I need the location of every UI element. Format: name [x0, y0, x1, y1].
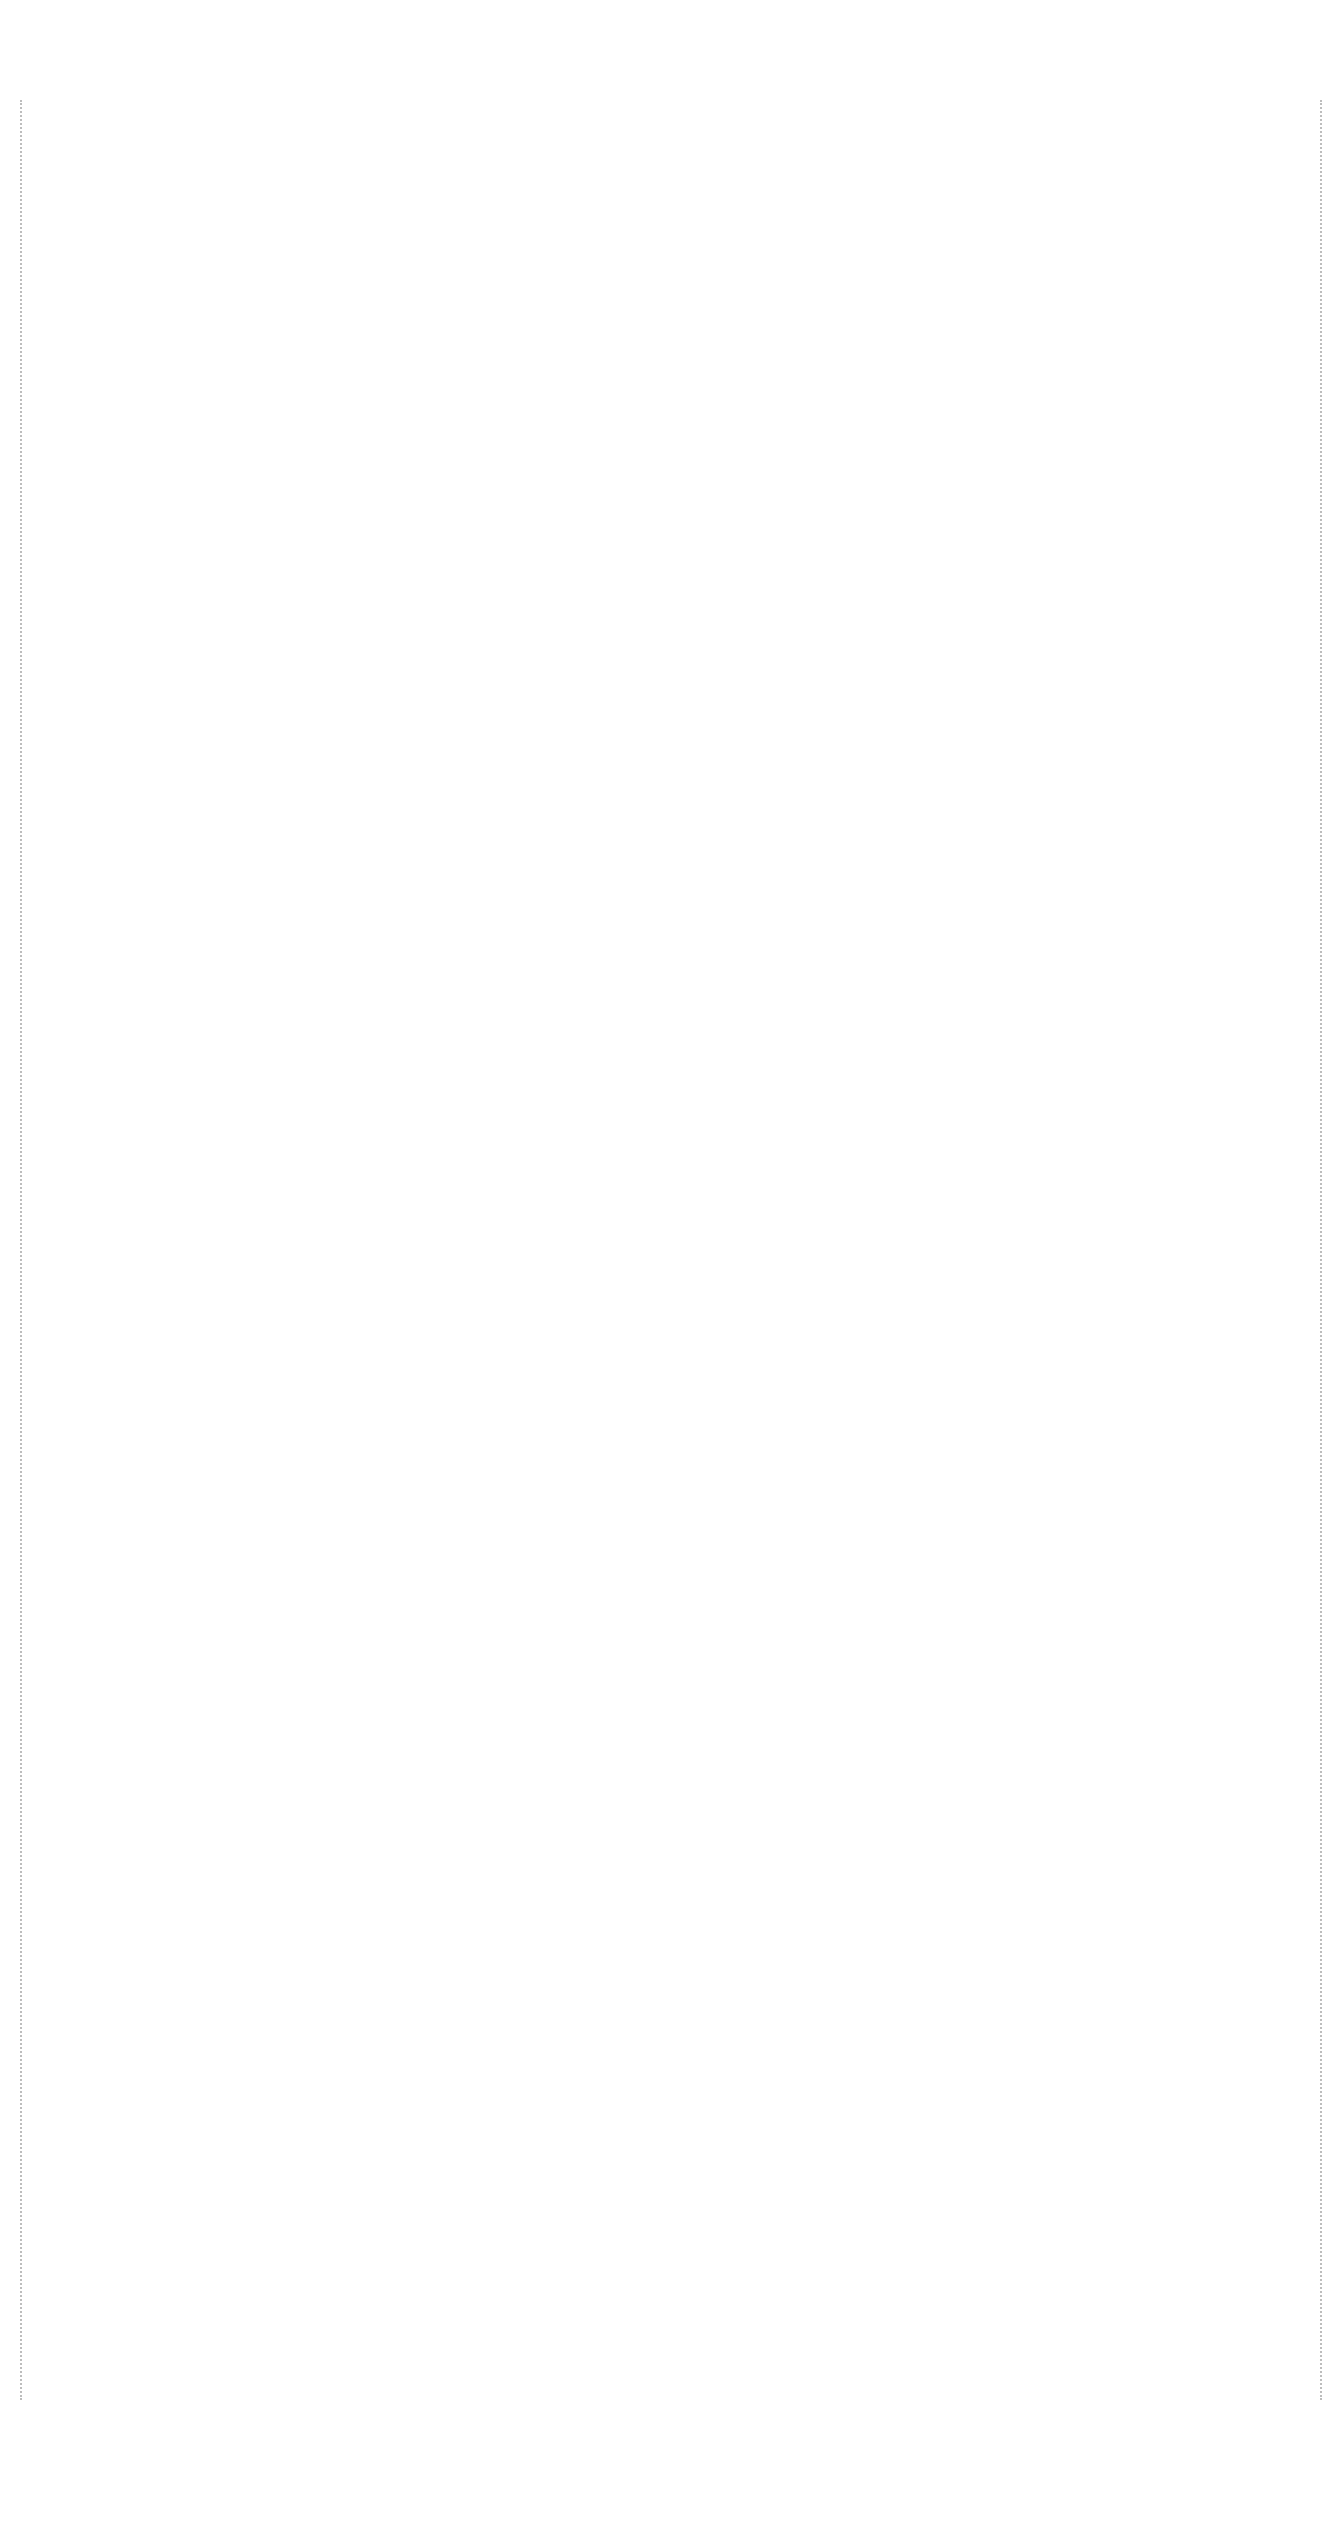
- left-margin-line: [20, 100, 22, 2400]
- possible-version-label: [52, 137, 1292, 174]
- grammar-label: [52, 482, 1292, 519]
- right-margin-line: [1320, 100, 1322, 2400]
- s1-title: [52, 254, 1292, 291]
- lesson-practice-label: [52, 519, 1292, 556]
- self-check-heading: [52, 212, 1292, 254]
- content: [52, 100, 1292, 593]
- s2-title: [52, 291, 1292, 328]
- essay-title: [52, 174, 1292, 211]
- grammar-heading: [52, 444, 1292, 481]
- answer-page: [20, 0, 1320, 2529]
- lesson3-heading: [52, 556, 1292, 593]
- practice-label: [52, 100, 1292, 137]
- lesson1-heading: [52, 370, 1292, 407]
- unit-title: [52, 328, 1292, 370]
- lesson2-heading: [52, 407, 1292, 444]
